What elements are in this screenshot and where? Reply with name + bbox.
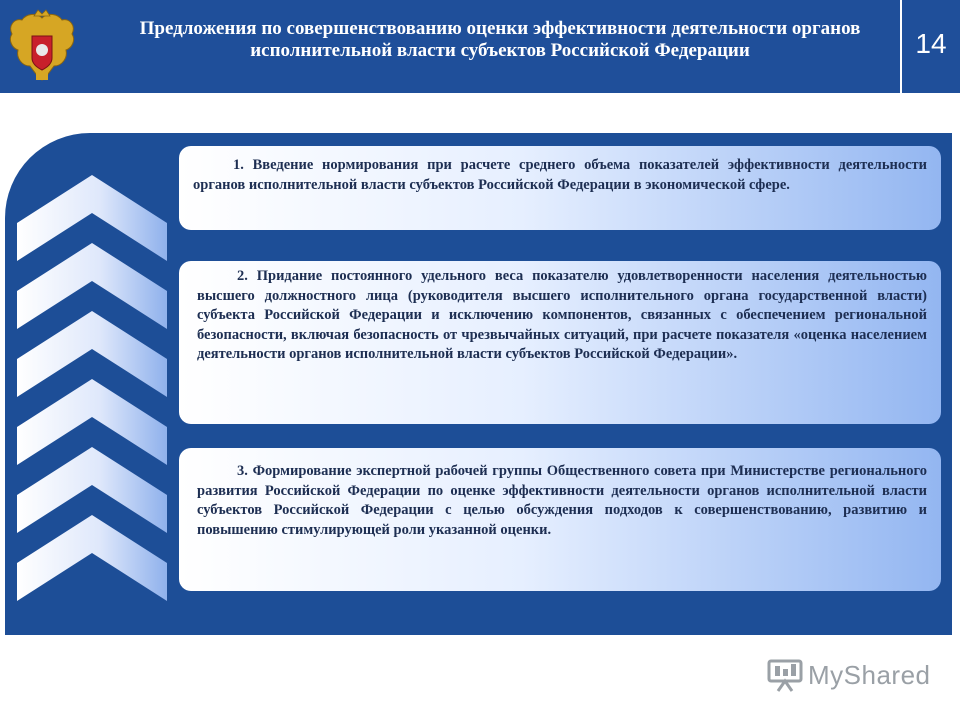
header-bar xyxy=(0,0,960,93)
page-title: Предложения по совершенствованию оценки эффективности деятельности органов исполнительной власти субъектов Российской Федерации xyxy=(139,18,861,61)
watermark xyxy=(766,656,946,696)
watermark-text: MyShared xyxy=(808,660,931,690)
proposal-text-1: 1. Введение нормирования при расчете среднего объема показателей эффективности деятельности органов исполнительной власти субъектов Российской Федерации в экономической сфере. xyxy=(193,157,927,193)
proposal-text-3: 3. Формирование экспертной рабочей группы Общественного совета при Министерстве регионального развития Российской Федерации по оценке эффективности деятельности органов исполнительной власти субъектов Российской Федерации с целью обсуждения подходов к совершенствованию, развитию и повышению стимулирующей роли указанной оценки. xyxy=(197,463,927,538)
page-number: 14 xyxy=(915,28,947,59)
proposal-card-2 xyxy=(179,261,941,424)
content-panel xyxy=(5,133,952,635)
coat-of-arms-icon xyxy=(6,8,78,84)
proposal-text-2: 2. Придание постоянного удельного веса показателю удовлетворенности населения деятельностью высшего должностного лица (руководителя высшего исполнительного органа государственной власти) субъекта Российской Федерации и исключению компонентов, связанных с обеспечением региональной безопасности, включая безопасность от чрезвычайных ситуаций, при расчете показателя «оценка населением деятельности органов исполнительной власти субъектов Российской Федерации». xyxy=(197,268,927,362)
proposal-card-3 xyxy=(179,448,941,591)
proposal-card-1 xyxy=(179,146,941,230)
chevron-arrows-decoration xyxy=(17,175,167,615)
presentation-icon xyxy=(766,658,804,692)
